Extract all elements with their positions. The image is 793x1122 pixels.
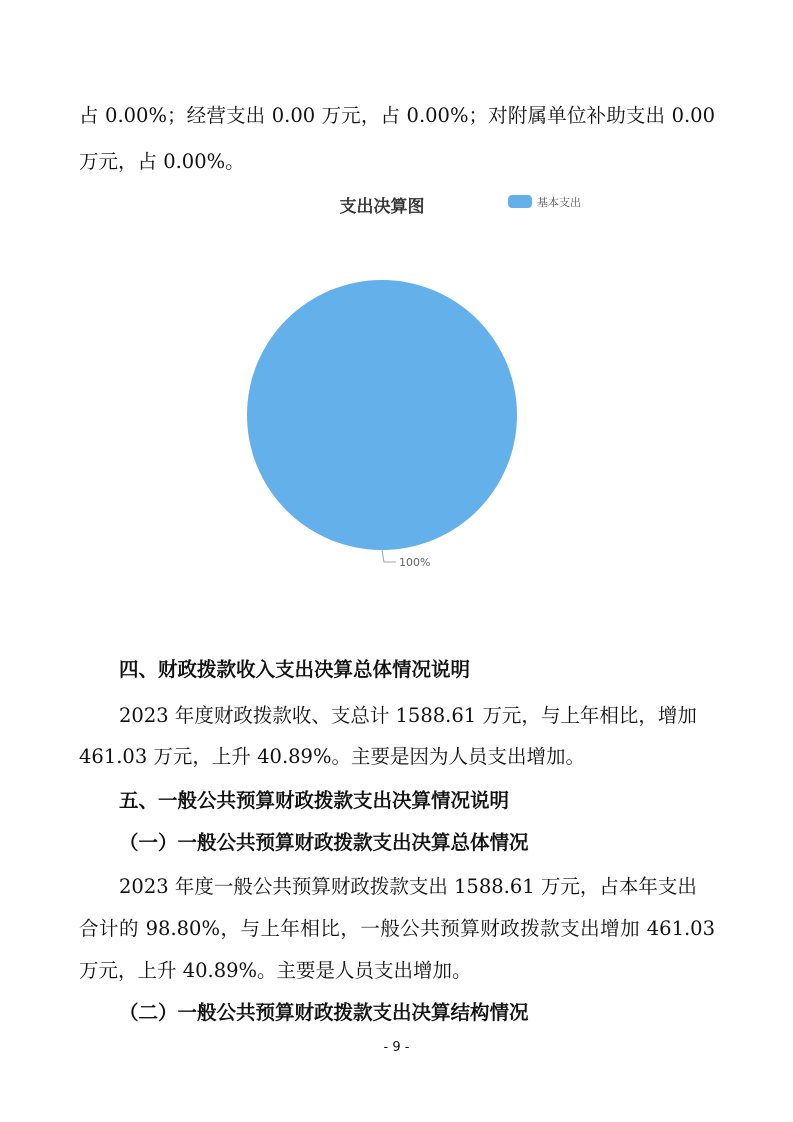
- paragraph-line: 万元，上升 40.89%。主要是人员支出增加。: [79, 959, 472, 982]
- chart-data-labels: [382, 550, 430, 569]
- subsection-heading: （一）一般公共预算财政拨款支出决算总体情况: [119, 831, 529, 854]
- paragraph-line: 合计的 98.80%，与上年相比，一般公共预算财政拨款支出增加 461.03: [79, 917, 715, 940]
- paragraph-line: 2023 年度财政拨款收、支总计 1588.61 万元，与上年相比，增加: [119, 704, 697, 727]
- paragraph-line: 2023 年度一般公共预算财政拨款支出 1588.61 万元，占本年支出: [119, 875, 697, 898]
- subsection-heading: （二）一般公共预算财政拨款支出决算结构情况: [119, 1001, 529, 1024]
- chart-legend: [508, 195, 581, 209]
- legend-swatch: [508, 195, 532, 208]
- section-heading: 四、财政拨款收入支出决算总体情况说明: [119, 658, 471, 681]
- chart-title: 支出决算图: [339, 197, 425, 217]
- paragraph-line: 万元，占 0.00%。: [79, 150, 245, 173]
- page-number: - 9 -: [383, 1040, 410, 1055]
- paragraph-line: 461.03 万元，上升 40.89%。主要是因为人员支出增加。: [79, 745, 585, 768]
- label-leader-line: [382, 550, 396, 562]
- chart-slices: [247, 280, 517, 550]
- section-heading: 五、一般公共预算财政拨款支出决算情况说明: [119, 789, 510, 812]
- pie-slice: [247, 280, 517, 550]
- expenditure-pie-chart: [0, 180, 793, 600]
- legend-label: 基本支出: [537, 196, 581, 209]
- pie-data-label: 100%: [399, 556, 431, 569]
- paragraph-line: 占 0.00%；经营支出 0.00 万元，占 0.00%；对附属单位补助支出 0.00: [79, 104, 715, 127]
